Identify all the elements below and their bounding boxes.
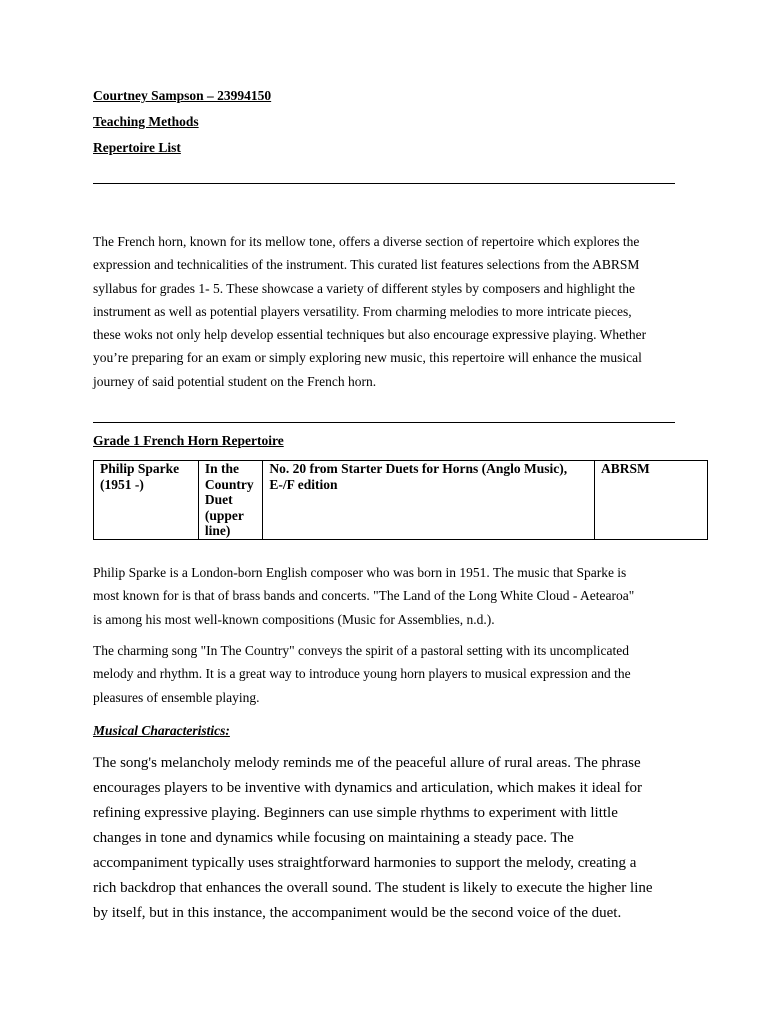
intro-line: instrument as well as potential players versatility. From charming melodies to more intricate pieces, [93,303,632,319]
characteristics-line: by itself, but in this instance, the accompaniment would be the second voice of the duet. [93,905,622,921]
description-line: The charming song "In The Country" conveys the spirit of a pastoral setting with its uncomplicated [93,643,630,658]
intro-line: you’re preparing for an exam or simply exploring new music, this repertoire will enhance the musical [93,350,642,366]
bio-line: most known for is that of brass bands and concerts. "The Land of the Long White Cloud - Aetearoa" [93,588,635,604]
table-row [94,461,708,540]
intro-line: journey of said potential student on the French horn. [93,373,377,389]
characteristics-line: changes in tone and dynamics while focusing on maintaining a steady pace. The [93,830,574,846]
intro-line: The French horn, known for its mellow tone, offers a diverse section of repertoire which explores the [93,234,640,249]
bio-line: Philip Sparke is a London-born English composer who was born in 1951. The music that Sparke is [93,565,627,580]
characteristics-line: refining expressive playing. Beginners can use simple rhythms to experiment with little [93,805,618,821]
composer-cell: Philip Sparke (1951 -) [94,461,199,540]
composer-bio-paragraph [93,561,634,631]
characteristics-line: rich backdrop that enhances the overall sound. The student is likely to execute the higher line [93,880,653,896]
grade1-title: Grade 1 French Horn Repertoire [93,433,284,448]
document-title: Repertoire List [93,140,181,155]
characteristics-line: The song's melancholy melody reminds me of the peaceful allure of rural areas. The phrase [93,755,641,771]
course-title: Teaching Methods [93,114,199,129]
description-line: pleasures of ensemble playing. [93,689,260,705]
characteristics-line: encourages players to be inventive with dynamics and articulation, which makes it ideal for [93,780,642,796]
description-line: melody and rhythm. It is a great way to introduce young horn players to musical expression and the [93,666,631,682]
intro-paragraph [93,230,646,393]
characteristics-line: accompaniment typically uses straightforward harmonies to support the melody, creating a [93,855,637,871]
intro-line: syllabus for grades 1- 5. These showcase a variety of different styles by composers and highlight the [93,280,635,296]
characteristics-paragraph [93,751,653,926]
header-divider [93,183,675,184]
repertoire-table [93,460,708,540]
author-line: Courtney Sampson – 23994150 [93,88,272,103]
bio-line: is among his most well-known compositions (Music for Assemblies, n.d.). [93,611,495,627]
musical-characteristics-heading: Musical Characteristics: [93,723,230,738]
source-cell: No. 20 from Starter Duets for Horns (Anglo Music), E-/F edition [263,461,595,540]
piece-description-paragraph [93,639,631,709]
piece-cell: In the Country Duet (upper line) [198,461,263,540]
board-cell: ABRSM [595,461,708,540]
section-divider [93,422,675,423]
intro-line: expression and technicalities of the instrument. This curated list features selections from the ABRSM [93,257,640,273]
intro-line: these woks not only help develop essential techniques but also encourage expressive playing. Whether [93,327,647,343]
